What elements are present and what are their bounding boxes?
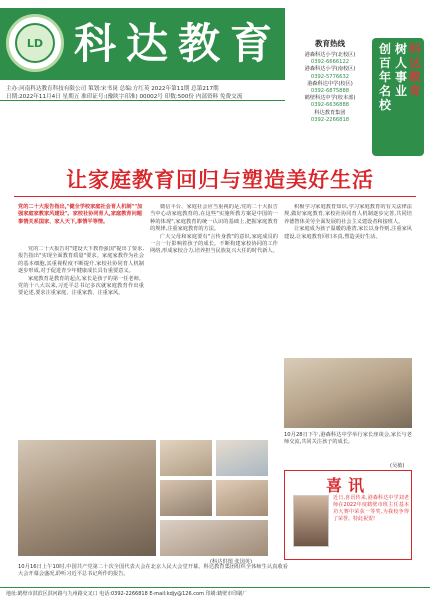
article-paragraph: 党的二十大报告对"建设天下教育强国"提出了要求,报告指出"实现全面教育质量"要求。家庭家教作为社会的基本细胞,其重视程度不断提升,家校社协同育人机制逐步形成,对于促进青少年健康成长具有重要意义。 [18, 246, 144, 275]
caption-author: (吴敏) [390, 463, 405, 469]
footer-info: 地址:鹤壁市淇滨区淇河路与九州路交叉口 电话:0392-2266818 E-mail:kdjy@126.com 印刷:鹤壁市印刷厂 [6, 591, 248, 597]
divider [0, 587, 430, 588]
hotline-number: 0392-6875888 [310, 88, 350, 95]
photo-caption: 10月28日下午,港森科达中学举行家长座谈会,家长与老师交流,共同关注孩子的成长。 [284, 432, 412, 446]
article-paragraph: 积极学习家庭教育知识,学习家庭教育的有关法律法规,做好家庭教育,家校社协同育人机制逐步完善,共同培养德智体美劳全面发展的社会主义建设者和接班人。 [284, 204, 412, 225]
good-news-text: 近日,喜讯传来,港森科达中学刘老师在2022年度鹤壁市班主任基本功大赛中荣获一等奖,为我校争得了荣誉。特此祝贺! [333, 495, 409, 522]
hotline-label: 港森科达小学(南校区) [304, 66, 356, 73]
slogan-text: 树人事业 [394, 42, 407, 98]
event-photo [160, 520, 268, 556]
article-paragraph: 微信平台、家庭社会应当重视的是,党的二十大报告当中心动家庭教育的,在这些"实施所教方案是中国的一种的体现",家庭教育的统一认识的基础上,把握家庭教育的规律,注重家庭教育的方法。 [150, 204, 278, 233]
article-column [150, 204, 278, 436]
event-photo [160, 480, 212, 516]
hotline-number: 0392-6636888 [310, 102, 350, 109]
slogan-banner [372, 38, 424, 156]
article-column [284, 204, 412, 354]
event-photo [18, 440, 156, 556]
hotline-number: 0392-2266818 [310, 116, 350, 123]
logo-text: LD [15, 23, 55, 63]
main-headline: 让家庭教育回归与塑造美好生活 [66, 167, 374, 192]
hotline-label: 科达教育集团 [314, 109, 346, 116]
divider [0, 100, 285, 101]
article-paragraph: 让家庭成为孩子温暖的港湾,家长以身作则,注重家风建设,让家庭教育回归本真,塑造美好生活。 [284, 226, 412, 240]
article-paragraph: 广大父母和家庭要有"言传身教"的意识,家庭成员的一言一行影响着孩子的成长。不断构建家校协同的工作网络,形成家校合力,培养担当民族复兴大任的时代新人。 [150, 233, 278, 255]
divider [14, 196, 416, 197]
event-photo [160, 440, 212, 476]
article-column [18, 246, 144, 436]
portrait-photo [293, 495, 329, 547]
photo-credit: (科达供图 张国英) [210, 559, 253, 565]
hotline-label: 港森科达小学(北校区) [304, 52, 356, 58]
article-lead: 党的二十大报告指出,"健全学校家庭社会育人机制""加强家庭家教家风建设"。家校社协同育人,家庭教育问题事情关系国家、家人天下,事情平等情。 [18, 204, 143, 225]
hotline-number: 0392-5776632 [310, 73, 350, 80]
good-news-box [284, 470, 412, 560]
event-photo [216, 440, 268, 476]
hotline-label: 港森科达中学(校区) [307, 80, 353, 87]
hotline-number: 0392-6666122 [310, 59, 350, 66]
paper-title: 科达教育 [74, 19, 283, 68]
article-paragraph: 家庭教育是教育的起点,家长是孩子的第一任老师。党的十八大以来,习近平总书记多次就家庭教育作出重要论述,要求注重家庭、注重家教、注重家风。 [18, 275, 144, 297]
photo-caption: 10月16日上午10时,中国共产党第二十次全国代表大会在北京人民大会堂开幕。科达教育集团组织全体师生认真收看大会开幕会盛况,聆听习近平总书记所作的报告。 [18, 564, 288, 578]
slogan-brand: 科达教育 [408, 42, 421, 98]
publisher-info: 主办:河南科达教育科技有限公司 策划:宋书岗 总编:方红英 2022年第11期 总第217期 [6, 86, 219, 92]
good-news-title: 喜讯 [325, 476, 370, 495]
issue-info: 日期:2022年11月4日 星期五 准印证号:(豫陕字印准) 00002号 印数:500份 内部资料 免费交流 [6, 94, 243, 100]
hotline-box [290, 38, 370, 156]
event-photo [216, 480, 268, 516]
hotline-label: 鹤壁科达中学(校本部) [304, 95, 356, 102]
meeting-photo [284, 358, 412, 428]
hotline-title: 教育热线 [315, 39, 345, 48]
slogan-text: 创百年名校 [378, 42, 391, 112]
school-logo-icon [6, 14, 64, 72]
